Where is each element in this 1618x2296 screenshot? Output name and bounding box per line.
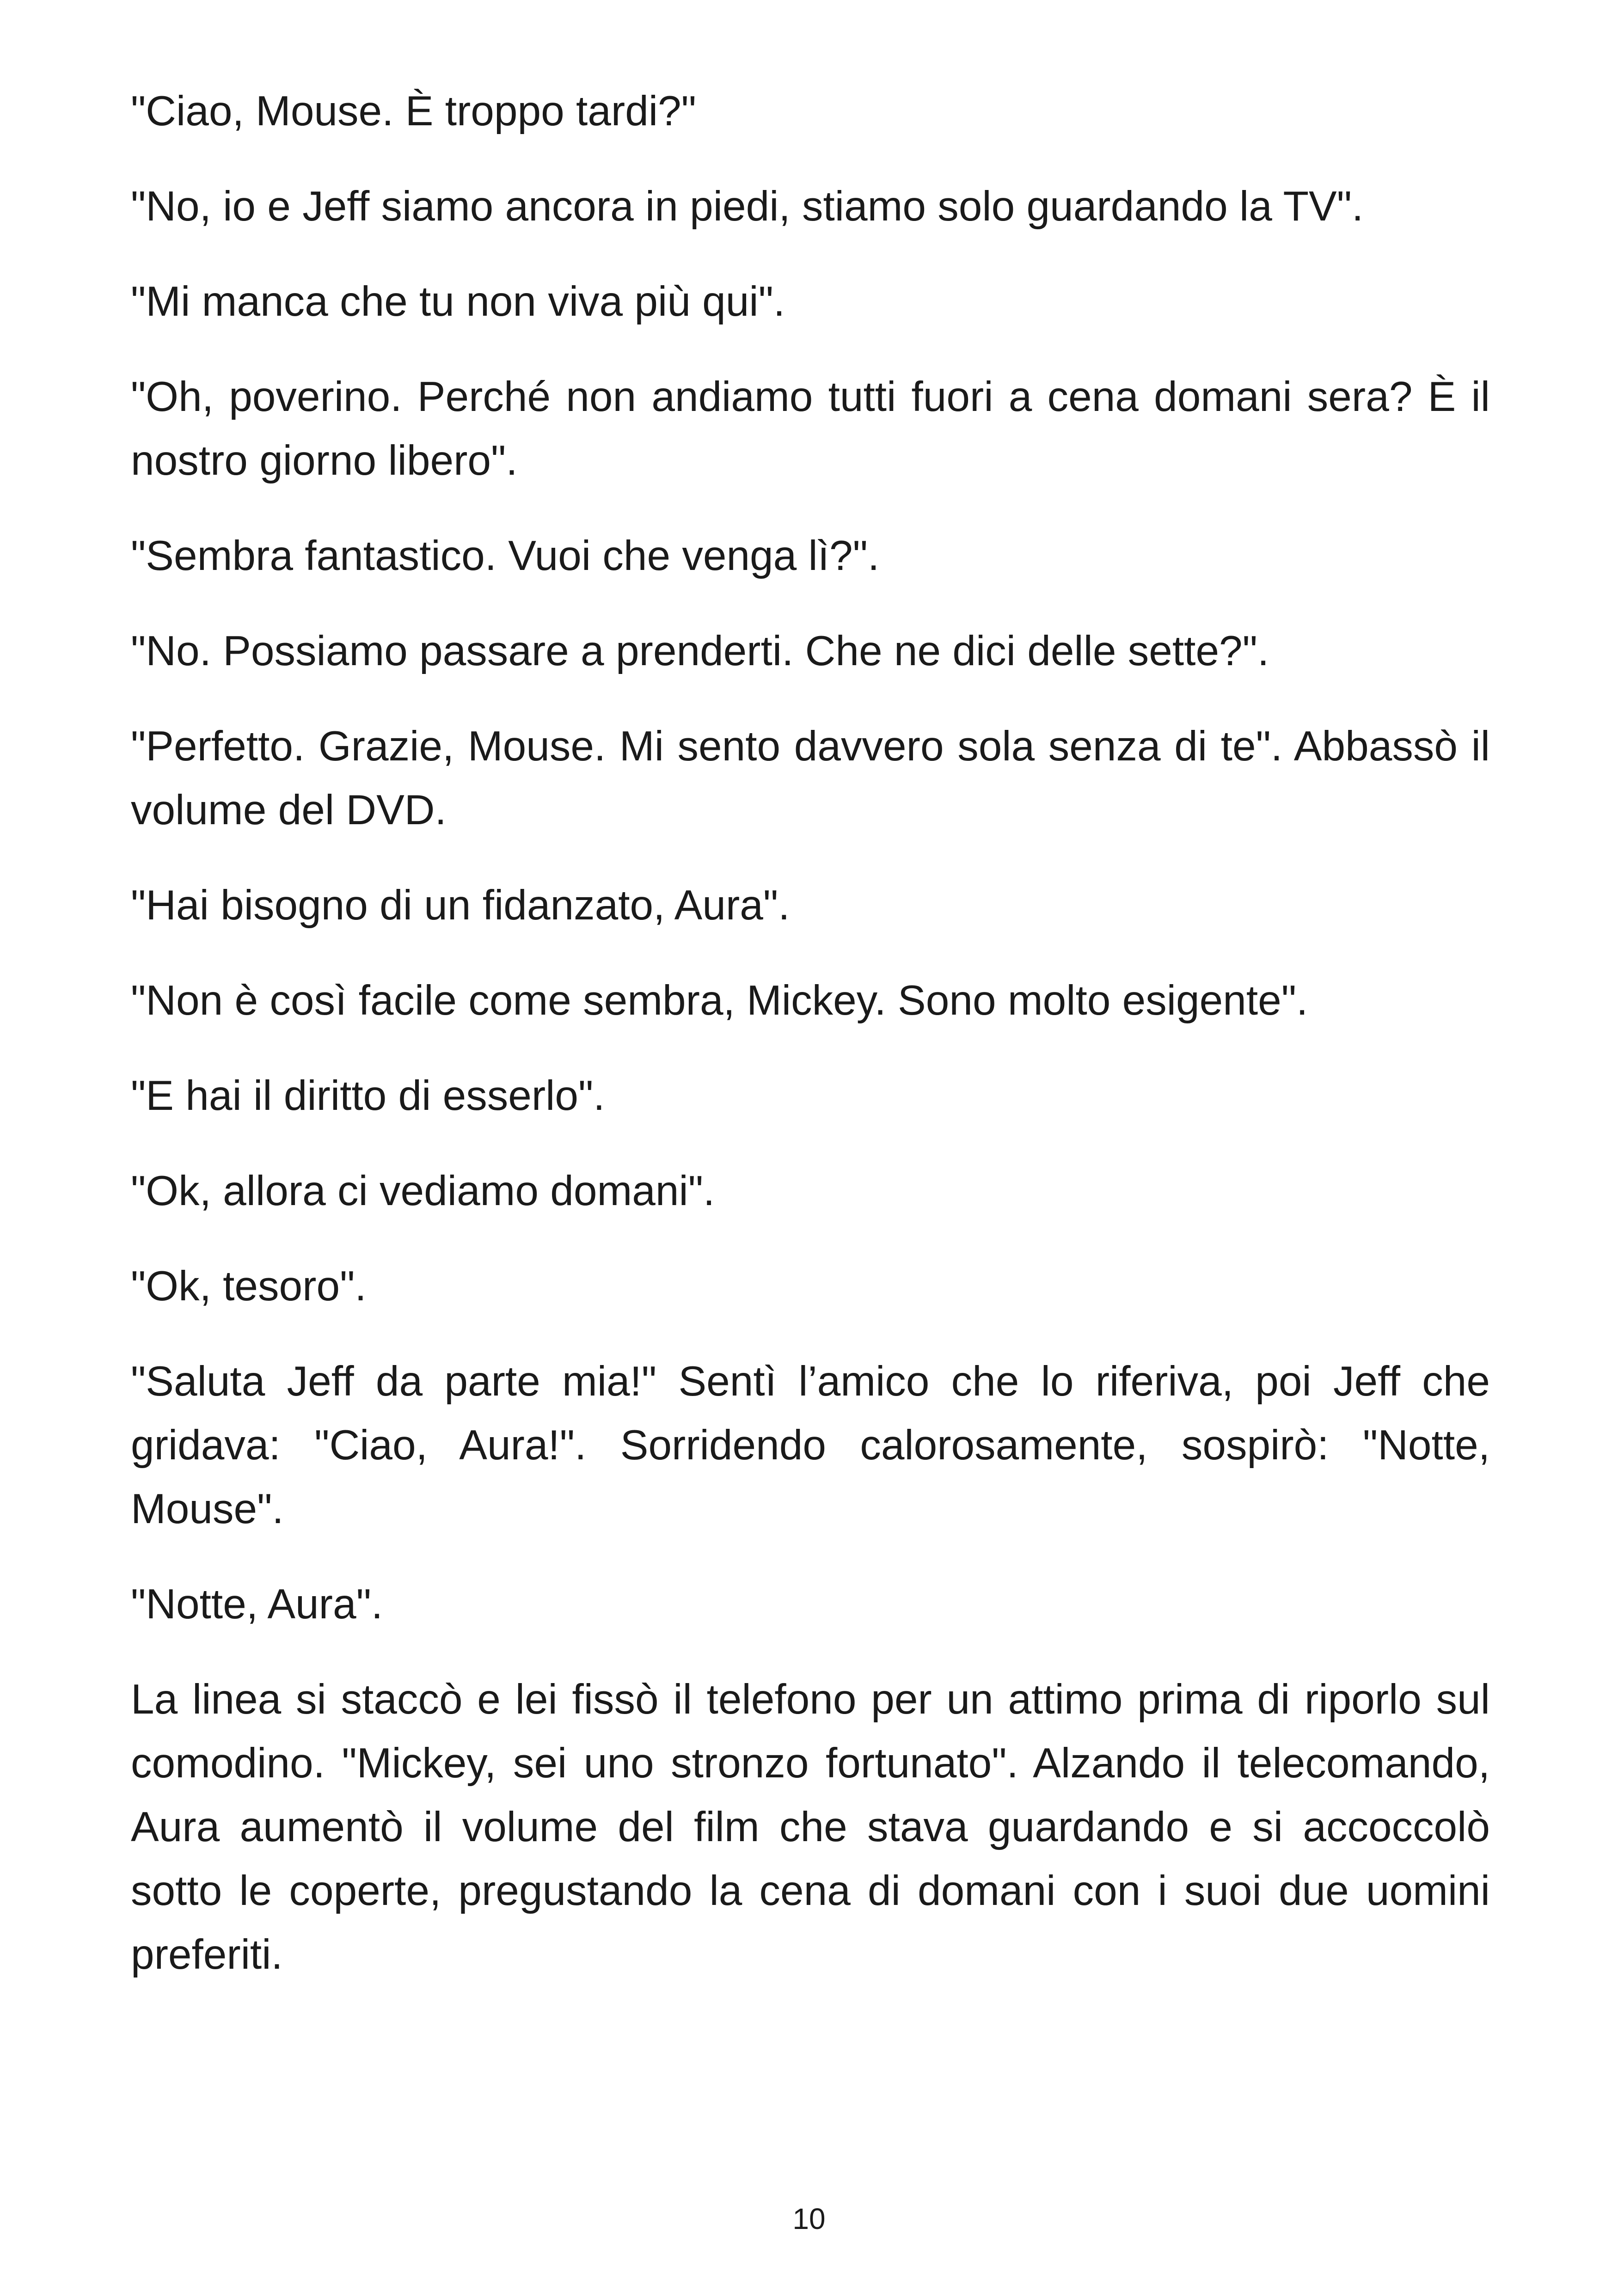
page-number: 10: [792, 2202, 826, 2235]
body-text: [131, 80, 1490, 2018]
paragraph-13: "Saluta Jeff da parte mia!" Sentì l’amico che lo riferiva, poi Jeff che gridava: "Ciao, Aura!". Sorridendo calorosamente, sospirò: "Notte, Mouse".: [131, 1358, 1490, 1532]
paragraph-7: "Perfetto. Grazie, Mouse. Mi sento davvero sola senza di te". Abbassò il volume del DVD.: [131, 723, 1490, 833]
paragraph-12: "Ok, tesoro".: [131, 1263, 367, 1310]
paragraph-8: "Hai bisogno di un fidanzato, Aura".: [131, 882, 790, 929]
paragraph-2: "No, io e Jeff siamo ancora in piedi, stiamo solo guardando la TV".: [131, 183, 1364, 230]
paragraph-5: "Sembra fantastico. Vuoi che venga lì?".: [131, 533, 880, 579]
paragraph-3: "Mi manca che tu non viva più qui".: [131, 278, 785, 325]
paragraph-14: "Notte, Aura".: [131, 1581, 383, 1628]
paragraph-11: "Ok, allora ci vediamo domani".: [131, 1168, 715, 1214]
paragraph-4: "Oh, poverino. Perché non andiamo tutti fuori a cena domani sera? È il nostro giorno libero".: [131, 373, 1490, 484]
paragraph-10: "E hai il diritto di esserlo".: [131, 1072, 605, 1119]
paragraph-9: "Non è così facile come sembra, Mickey. Sono molto esigente".: [131, 977, 1308, 1024]
paragraph-1: "Ciao, Mouse. È troppo tardi?": [131, 88, 696, 135]
paragraph-15: La linea si staccò e lei fissò il telefono per un attimo prima di riporlo sul comodino. "Mickey, sei uno stronzo fortunato". Alzando il telecomando, Aura aumentò il volume del film che stava guardando e si accoccolò sotto le coperte, pregustando la cena di domani con i suoi due uomini preferiti.: [131, 1676, 1490, 1978]
paragraph-6: "No. Possiamo passare a prenderti. Che ne dici delle sette?".: [131, 628, 1269, 674]
